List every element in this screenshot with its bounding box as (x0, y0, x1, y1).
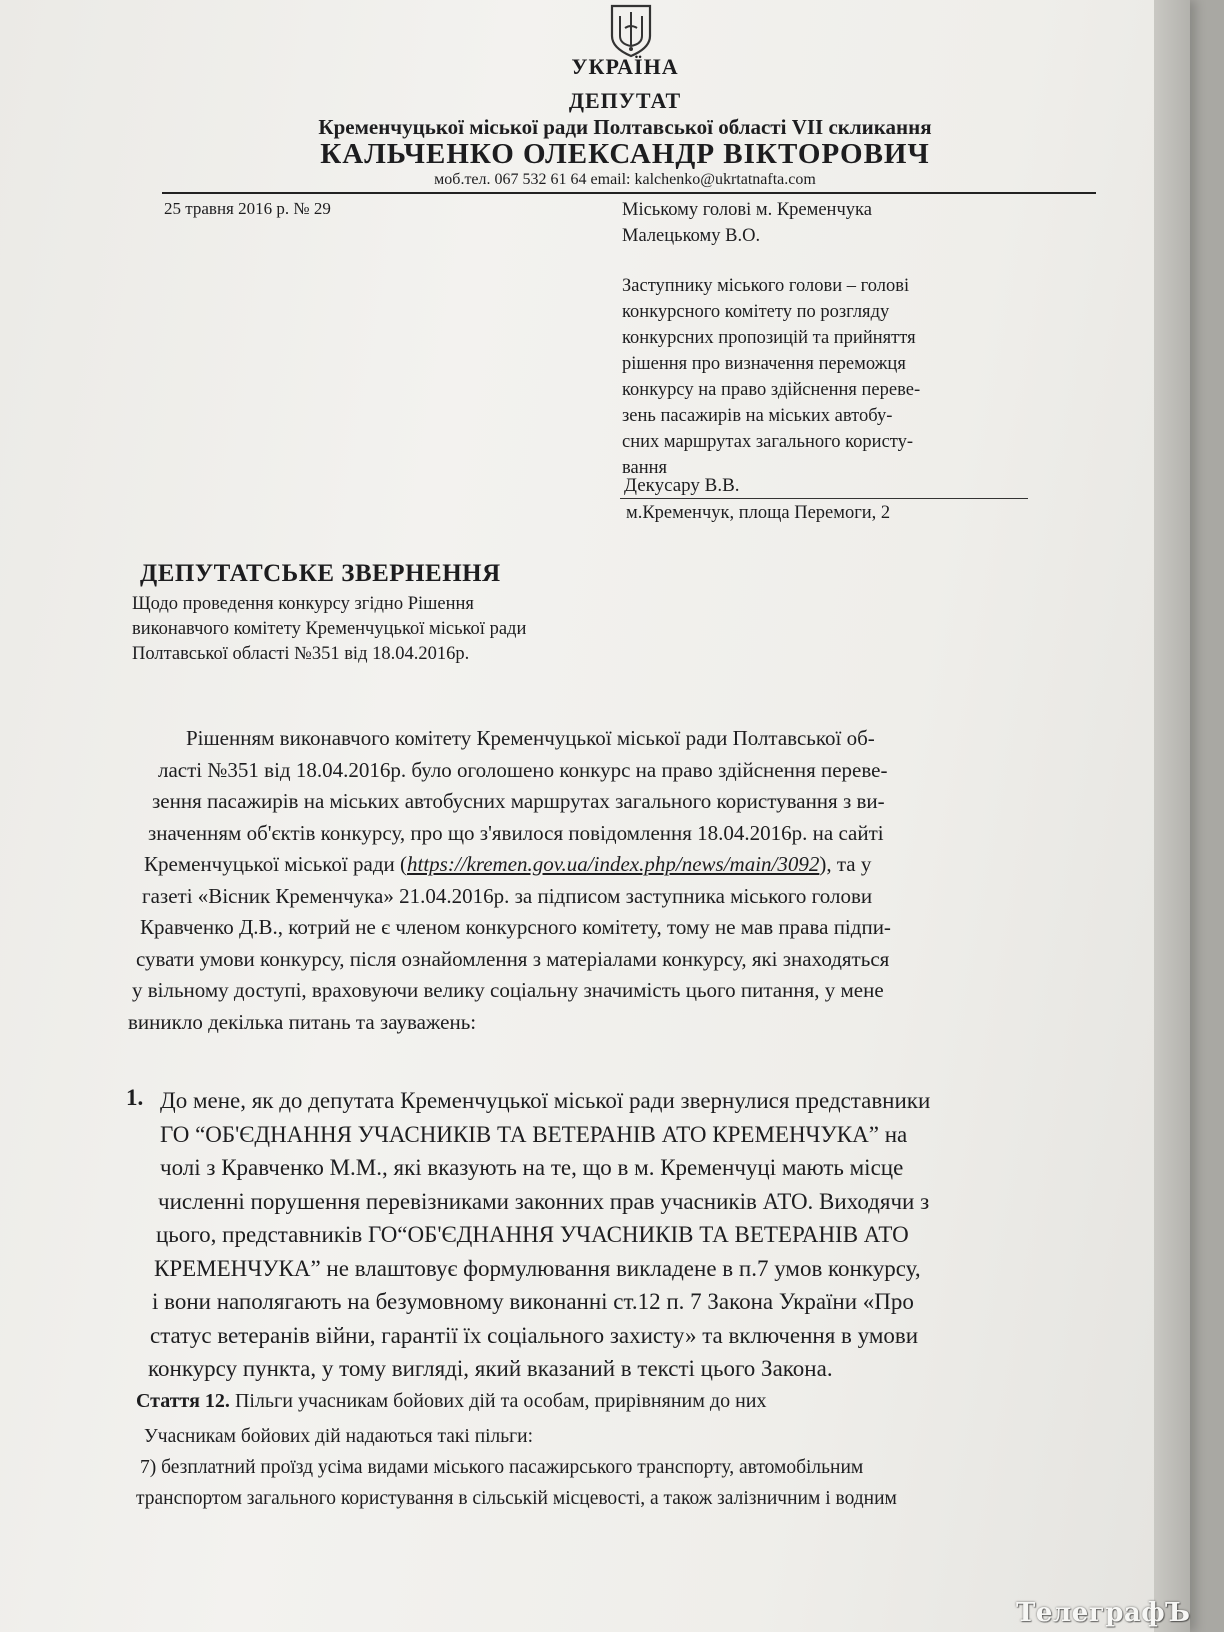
intro-line: газеті «Вісник Кременчука» 21.04.2016р. за підписом заступника міського голови (142, 883, 873, 908)
telegraf-watermark: ТелеграфЪ (1016, 1598, 1191, 1628)
addressee-line: конкурсного комітету по розгляду (622, 302, 890, 322)
addressee-line: Заступнику міського голови – голові (622, 276, 910, 296)
document-subject (132, 592, 526, 667)
item-line: і вони наполягають на безумовному виконанні ст.12 п. 7 Закона України «Про (152, 1289, 914, 1314)
addressee-line: зень пасажирів на міських автобу- (622, 406, 893, 426)
item-line: До мене, як до депутата Кременчуцької міської ради звернулися представники (160, 1088, 931, 1113)
intro-line: виникло декілька питань та зауважень: (128, 1009, 477, 1034)
letterhead-name: КАЛЬЧЕНКО ОЛЕКСАНДР ВІКТОРОВИЧ (320, 138, 930, 170)
item-line: ГО “ОБ'ЄДНАННЯ УЧАСНИКІВ ТА ВЕТЕРАНІВ АТО КРЕМЕНЧУКА” на (160, 1121, 908, 1147)
intro-line: у вільному доступі, враховуючи велику соціальну значимість цього питання, у мене (132, 978, 884, 1002)
law-line: Учасникам бойових дій надаються такі пільги: (144, 1426, 534, 1447)
letterhead-council: Кременчуцької міської ради Полтавської області VII скликання (318, 115, 932, 139)
addressee-line: сних маршрутах загального користу- (622, 432, 914, 452)
letterhead-deputy: ДЕПУТАТ (568, 88, 682, 113)
letterhead-contacts: моб.тел. 067 532 61 64 email: kalchenko@ukrtatnafta.com (434, 171, 816, 188)
intro-line-with-link (0, 849, 891, 881)
law-line: 7) безплатний проїзд усіма видами міського пасажирського транспорту, автомобільним (140, 1457, 864, 1478)
list-number: 1. (126, 1085, 144, 1110)
addressee-name: Декусару В.В. (624, 475, 740, 496)
addressee-line: Малецькому В.О. (622, 226, 761, 246)
letterhead-country: УКРАЇНА (571, 54, 679, 79)
date-number: 25 травня 2016 р. № 29 (164, 199, 331, 218)
addressee-line: рішення про визначення переможця (622, 354, 906, 374)
addressee-block-deputy-mayor (622, 273, 920, 481)
letterhead-divider (162, 192, 1096, 194)
addressee-block-mayor (622, 197, 872, 249)
addressee-line: конкурсних пропозицій та прийняття (622, 328, 916, 348)
law-article-text (136, 1421, 897, 1514)
list-item-1 (0, 1084, 930, 1386)
subject-line: Полтавської області №351 від 18.04.2016р. (132, 644, 470, 664)
intro-line: Рішенням виконавчого комітету Кременчуцької міської ради Полтавської об- (186, 726, 875, 750)
kremen-site-link[interactable]: https://kremen.gov.ua/index.php/news/main/3092 (407, 852, 820, 876)
law-article-title: Пільги учасникам бойових дій та особам, прирівняним до них (229, 1390, 767, 1412)
item-line: цього, представників ГО“ОБ'ЄДНАННЯ УЧАСНИКІВ ТА ВЕТЕРАНІВ АТО (156, 1222, 909, 1247)
trident-icon (602, 2, 660, 58)
item-line: чолі з Кравченко М.М., які вказують на те, що в м. Кременчуці мають місце (160, 1155, 904, 1180)
intro-line: Кравченко Д.В., котрий не є членом конкурсного комітету, тому не мав права підпи- (140, 915, 891, 939)
subject-line: виконавчого комітету Кременчуцької міської ради (132, 619, 527, 639)
intro-line: ласті №351 від 18.04.2016р. було оголошено конкурс на право здійснення переве- (158, 757, 888, 782)
intro-line: значенням об'єктів конкурсу, про що з'явилося повідомлення 18.04.2016р. на сайті (148, 820, 884, 845)
subject-line: Щодо проведення конкурсу згідно Рішення (132, 594, 474, 614)
intro-line: зення пасажирів на міських автобусних маршрутах загального користування з ви- (152, 789, 885, 813)
document-title: ДЕПУТАТСЬКЕ ЗВЕРНЕННЯ (140, 560, 501, 587)
law-article-heading (136, 1390, 766, 1413)
item-line: статус ветеранів війни, гарантії їх соціального захисту» та включення в умови (150, 1322, 919, 1348)
item-line: численні порушення перевізниками законних прав учасників АТО. Виходячи з (158, 1188, 930, 1214)
intro-line: Кременчуцької міської ради ( (144, 852, 408, 876)
addressee-place: м.Кременчук, площа Перемоги, 2 (626, 503, 891, 523)
item-line: КРЕМЕНЧУКА” не влаштовує формулювання викладене в п.7 умов конкурсу, (154, 1255, 921, 1281)
intro-line: ), та у (819, 852, 872, 876)
law-article-number: Стаття 12. (136, 1390, 230, 1412)
addressee-line: конкурсу на право здійснення переве- (622, 380, 921, 400)
addressee-line: вання (622, 458, 668, 478)
intro-paragraph (0, 723, 891, 1038)
law-line: транспортом загального користування в сільській місцевості, а також залізничним і водним (136, 1488, 897, 1509)
addressee-line: Міському голові м. Кременчука (622, 200, 872, 220)
intro-line: сувати умови конкурсу, після ознайомлення з матеріалами конкурсу, які знаходяться (136, 946, 890, 971)
addressee-divider (620, 498, 1028, 499)
item-line: конкурсу пункта, у тому вигляді, який вказаний в тексті цього Закона. (148, 1356, 833, 1381)
page-edge-shadow (1154, 0, 1190, 1632)
